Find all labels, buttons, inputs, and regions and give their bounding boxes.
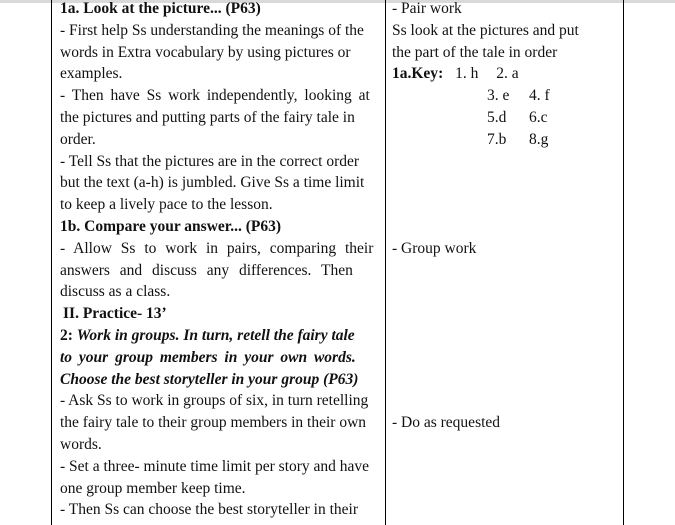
task-2-instruction: Choose the best storyteller in your group (P63)	[60, 370, 359, 388]
column-divider	[385, 0, 386, 525]
text-line: one group member keep time.	[60, 479, 246, 497]
teacher-activities-column	[60, 0, 380, 521]
answer-key-item: 2. a	[496, 65, 519, 83]
pair-work-label: - Pair work	[392, 0, 462, 17]
text-line: - First help Ss understanding the meanings of the	[60, 21, 364, 39]
answer-key-item: 7.b	[487, 130, 507, 148]
text-line: - Ask Ss to work in groups of six, in turn retelling	[60, 392, 369, 410]
do-as-requested-label: - Do as requested	[392, 414, 501, 432]
heading-practice: II. Practice- 13’	[63, 305, 167, 323]
text-line: answers and discuss any differences. Then	[60, 261, 353, 279]
answer-key-item: 1. h	[455, 65, 479, 83]
task-2-line	[60, 325, 380, 347]
answer-key-colon: :	[438, 65, 444, 83]
text-line: - Then Ss can choose the best storyteller in their	[60, 501, 359, 519]
text-line: - Set a three- minute time limit per story and have	[60, 457, 370, 475]
text-line: - Then have Ss work independently, looking at	[60, 87, 370, 105]
lesson-table	[51, 0, 624, 525]
text-line: examples.	[60, 65, 123, 83]
text-line: Ss look at the pictures and put	[392, 21, 579, 39]
answer-key-row	[392, 107, 622, 129]
text-line: order.	[60, 130, 96, 148]
text-line: words in Extra vocabulary by using pictures or	[60, 43, 351, 61]
heading-1b: 1b. Compare your answer... (P63)	[60, 217, 282, 235]
text-line: - Allow Ss to work in pairs, comparing their	[60, 239, 374, 257]
answer-key-item: 5.d	[487, 108, 507, 126]
text-line: the fairy tale to their group members in their own	[60, 414, 367, 432]
text-line: the pictures and putting parts of the fairy tale in	[60, 108, 355, 126]
text-line: words.	[60, 435, 102, 453]
task-2-number: 2:	[60, 326, 77, 344]
heading-1a: 1a. Look at the picture... (P63)	[60, 0, 261, 17]
task-2-instruction: to your group members in your own words.	[60, 348, 356, 366]
answer-key-row	[392, 85, 622, 107]
answer-key-row	[392, 63, 622, 85]
answer-key-item: 6.c	[529, 108, 548, 126]
answer-key-item: 3. e	[487, 87, 510, 105]
text-line: but the text (a-h) is jumbled. Give Ss a time limit	[60, 174, 365, 192]
answer-key-item: 4. f	[529, 87, 550, 105]
text-line: to keep a lively pace to the lesson.	[60, 196, 273, 214]
text-line: discuss as a class.	[60, 283, 171, 301]
student-activities-column	[392, 0, 622, 434]
text-line: the part of the tale in order	[392, 43, 558, 61]
group-work-label: - Group work	[392, 239, 477, 257]
task-2-instruction: Work in groups. In turn, retell the fairy tale	[76, 326, 355, 344]
answer-key-row	[392, 129, 622, 151]
answer-key-item: 8.g	[529, 130, 549, 148]
answer-key-label: 1a.Key	[392, 65, 439, 83]
text-line: - Tell Ss that the pictures are in the correct order	[60, 152, 360, 170]
